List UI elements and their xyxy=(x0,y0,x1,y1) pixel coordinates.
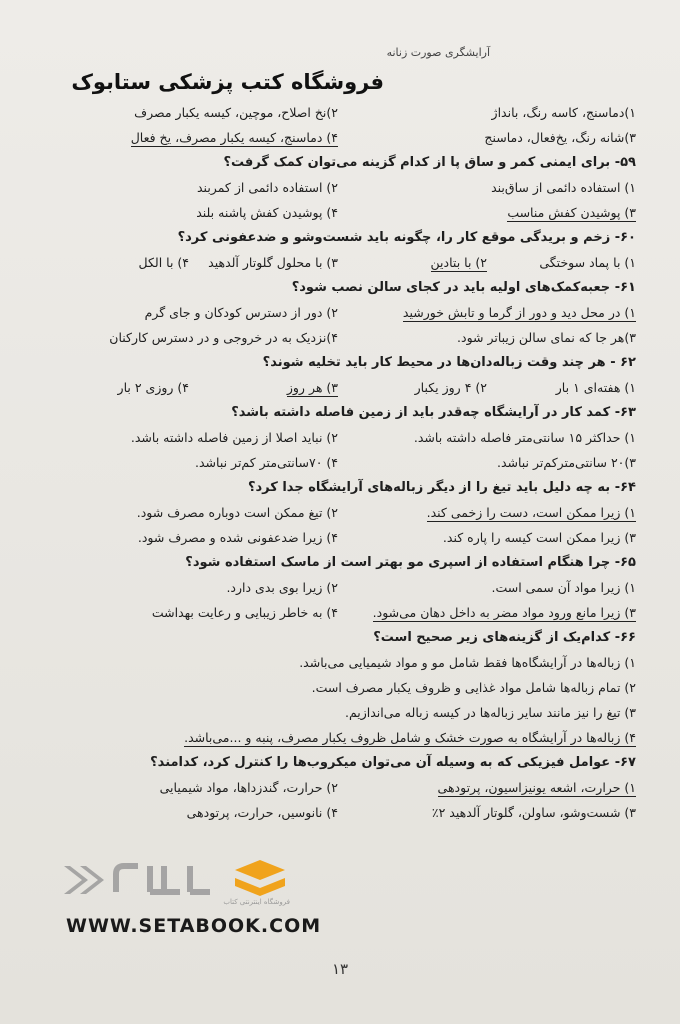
option-3-correct: ۳) هر روز xyxy=(286,380,338,395)
option-1: ۱) هفته‌ای ۱ بار xyxy=(555,380,636,395)
option-2: ۲) دور از دسترس کودکان و جای گرم xyxy=(144,305,338,320)
logo-tagline: فروشگاه اینترنتی کتاب xyxy=(223,898,290,906)
option-2: ۲) زیرا بوی بدی دارد. xyxy=(226,580,338,595)
question-text: ۶۳- کمد کار در آرایشگاه چه‌قدر باید از زمین فاصله داشته باشد؟ xyxy=(231,405,636,420)
options-row xyxy=(40,100,636,125)
option-4: ۴) با الکل xyxy=(138,255,189,270)
question-63 xyxy=(40,400,636,475)
option-1: ۱) زباله‌ها در آرایشگاه‌ها فقط شامل مو و مواد شیمیایی می‌باشد. xyxy=(299,655,636,670)
question-text: ۶۰- زخم و بریدگی موقع کار را، چگونه باید شست‌وشو و ضدعفونی کرد؟ xyxy=(177,230,636,245)
option-3: ۳) زیرا ممکن است کیسه را پاره کند. xyxy=(442,530,636,545)
option-4-correct: ۴) دماسنج، کیسه یکبار مصرف، یخ فعال xyxy=(130,130,338,145)
logo-wordmark-icon xyxy=(116,866,210,892)
question-66 xyxy=(40,625,636,750)
question-text: ۶۴- به چه دلیل باید تیغ را از دیگر زباله‌های آرایشگاه جدا کرد؟ xyxy=(247,480,636,495)
question-65 xyxy=(40,550,636,625)
running-header: آرایشگری صورت زنانه xyxy=(386,46,490,59)
option-3: ۳) تیغ را نیز مانند سایر زباله‌ها در کیسه زباله می‌اندازیم. xyxy=(344,705,636,720)
option-1: ۱) حداکثر ۱۵ سانتی‌متر فاصله داشته باشد. xyxy=(413,430,636,445)
question-58 xyxy=(40,100,636,150)
option-1: ۱) زیرا مواد آن سمی است. xyxy=(491,580,636,595)
option-2: ۲) تیغ ممکن است دوباره مصرف شود. xyxy=(136,505,338,520)
option-2: ۲) استفاده دائمی از کمربند xyxy=(196,180,338,195)
logo-book-icon xyxy=(235,860,285,896)
watermark-url: WWW.SETABOOK.COM xyxy=(66,915,322,937)
option-4: ۴) پوشیدن کفش پاشنه بلند xyxy=(196,205,338,220)
option-4: ۴) ۷۰سانتی‌متر کم‌تر نباشد. xyxy=(195,455,338,470)
question-text: ۶۶- کدام‌یک از گزینه‌های زیر صحیح است؟ xyxy=(373,630,636,645)
option-3: ۳) شست‌وشو، ساولن، گلوتار آلدهید ۲٪ xyxy=(431,805,636,820)
option-1-correct: ۱) زیرا ممکن است، دست را زخمی کند. xyxy=(426,505,636,520)
question-text: ۶۱- جعبه‌کمک‌های اولیه باید در کجای سالن نصب شود؟ xyxy=(291,280,636,295)
setabook-logo xyxy=(60,852,320,908)
question-62 xyxy=(40,350,636,400)
option-3: ۳)شانه رنگ، یخ‌فعال، دماسنج xyxy=(484,130,636,145)
option-3: ۳)۲۰ سانتی‌مترکم‌تر نباشد. xyxy=(496,455,636,470)
question-text: ۶۲ - هر چند وقت زباله‌دان‌ها در محیط کار باید تخلیه شوند؟ xyxy=(262,355,636,370)
option-3-correct: ۳) زیرا مانع ورود مواد مضر به داخل دهان می‌شود. xyxy=(372,605,636,620)
option-3: ۳) با محلول گلوتار آلدهید xyxy=(208,255,338,270)
question-64 xyxy=(40,475,636,550)
question-60 xyxy=(40,225,636,275)
option-4: ۴) زیرا ضدعفونی شده و مصرف شود. xyxy=(137,530,338,545)
options-row xyxy=(40,125,636,150)
option-4: ۴) نانوسیں، حرارت، پرتودهی xyxy=(186,805,338,820)
option-2: ۲) تمام زباله‌ها شامل مواد غذایی و ظروف یکبار مصرف است. xyxy=(311,680,636,695)
page-number: ۱۳ xyxy=(331,960,349,978)
option-1: ۱)دماسنج، کاسه رنگ، بانداژ xyxy=(491,105,636,120)
option-2: ۲)نخ اصلاح، موچین، کیسه یکبار مصرف xyxy=(134,105,338,120)
option-1-correct: ۱) در محل دید و دور از گرما و تابش خورشید xyxy=(402,305,636,320)
option-3-correct: ۳) پوشیدن کفش مناسب xyxy=(507,205,636,220)
question-61 xyxy=(40,275,636,350)
question-text: ۶۷- عوامل فیزیکی که به وسیله آن می‌توان میکروب‌ها را کنترل کرد، کدامند؟ xyxy=(150,755,636,770)
option-4-correct: ۴) زباله‌ها در آرایشگاه به صورت خشک و شامل ظروف یکبار مصرف، پنبه و ...می‌باشد. xyxy=(184,730,636,745)
option-1: ۱) با پماد سوختگی xyxy=(539,255,636,270)
store-banner: فروشگاه کتب پزشکی ستابوک xyxy=(71,70,384,94)
question-text: ۵۹- برای ایمنی کمر و ساق پا از کدام گزینه می‌توان کمک گرفت؟ xyxy=(223,155,636,170)
option-2: ۲) ۴ روز یکبار xyxy=(414,380,487,395)
option-2-correct: ۲) با بتادین xyxy=(430,255,487,270)
question-list xyxy=(40,100,636,825)
option-4: ۴) روزی ۲ بار xyxy=(117,380,189,395)
option-4: ۴) به خاطر زیبایی و رعایت بهداشت xyxy=(151,605,338,620)
option-3: ۳)هر جا که نمای سالن زیباتر شود. xyxy=(457,330,636,345)
option-4: ۴)نزدیک به در خروجی و در دسترس کارکنان xyxy=(109,330,338,345)
option-1: ۱) استفاده دائمی از ساق‌بند xyxy=(491,180,636,195)
question-59 xyxy=(40,150,636,225)
option-1-correct: ۱) حرارت، اشعه یونیزاسیون، پرتودهی xyxy=(437,780,636,795)
question-67 xyxy=(40,750,636,825)
question-text: ۶۵- چرا هنگام استفاده از اسپری مو بهتر است از ماسک استفاده شود؟ xyxy=(185,555,636,570)
logo-chevrons-icon xyxy=(64,866,104,894)
option-2: ۲) نباید اصلا از زمین فاصله داشته باشد. xyxy=(130,430,338,445)
option-2: ۲) حرارت، گندزداها، مواد شیمیایی xyxy=(159,780,338,795)
